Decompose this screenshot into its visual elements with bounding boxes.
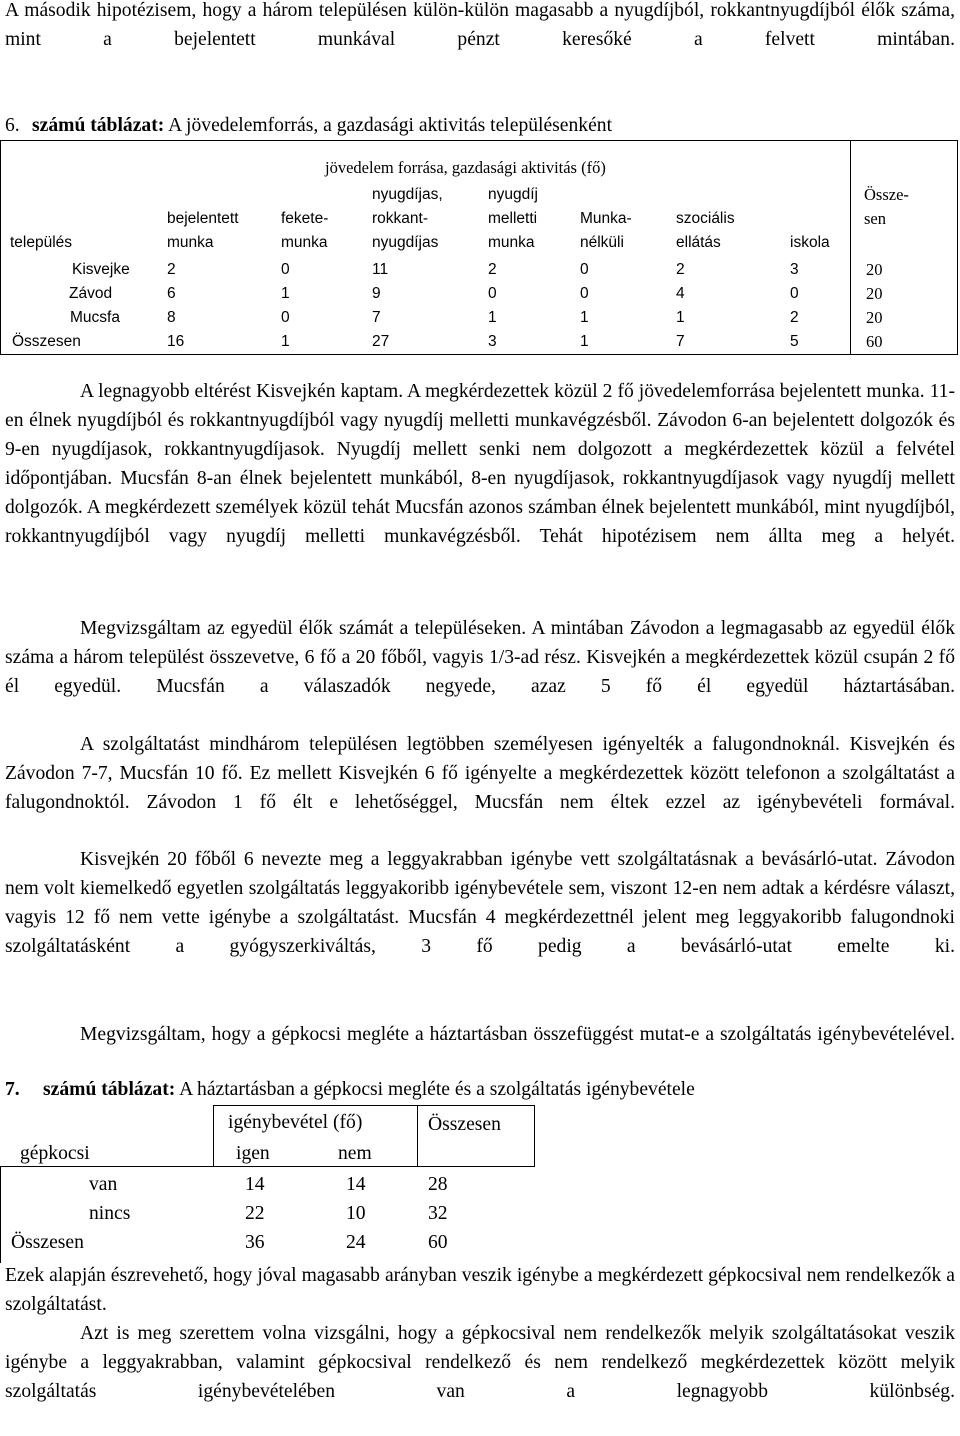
table6-cell: 2 (167, 261, 176, 278)
table7-cell: 24 (346, 1232, 366, 1253)
table6-row-label: Mucsfa (70, 309, 120, 326)
table6-cell: 2 (488, 261, 497, 278)
paragraph-hypothesis: A második hipotézisem, hogy a három településen külön-külön magasabb a nyugdíjból, rokkantnyugdíjból élők száma, mint a bejelentett munkával pénzt keresőké a felvett mintában. (5, 0, 955, 50)
table7-border-top (213, 1105, 535, 1106)
table7-caption-label: számú táblázat: (43, 1079, 176, 1100)
table7-cell-total: 32 (428, 1203, 448, 1224)
table6-cell: 0 (281, 309, 290, 326)
table6-border-right (957, 140, 958, 355)
table6-number: 6. (5, 115, 20, 136)
table7-col-total: Összesen (428, 1114, 501, 1135)
table7 (0, 1105, 540, 1263)
paragraph-car-conclusion: Ezek alapján észrevehető, hogy jóval magasabb arányban veszik igénybe a megkérdezett gépkocsival nem rendelkezők a szolgáltatást. (5, 1265, 955, 1315)
table6-cell: 7 (372, 309, 381, 326)
table6-cell: 1 (580, 309, 589, 326)
table7-border-left (0, 1166, 1, 1263)
table6-cell: 1 (281, 285, 290, 302)
paragraph-living-alone: Megvizsgáltam az egyedül élők számát a településeken. A mintában Závodon a legmagasabb az egyedül élők száma a három települést összevetve, 6 fő a 20 főből, vagyis 1/3-ad rész. Kisvejkén a megkérdezettek közül csupán 2 fő él egyedül. Mucsfán a válaszadók negyede, azaz 5 fő él egyedül háztartásában. (5, 618, 955, 697)
table7-caption (5, 1075, 955, 1104)
paragraph-car-hypothesis: Megvizsgáltam, hogy a gépkocsi megléte a háztartásban összefüggést mutat-e a szolgáltatás igénybevételével. (80, 1024, 955, 1045)
table6-row-label: Összesen (12, 333, 81, 350)
table6-cell: 9 (372, 285, 381, 302)
table6-caption-title: A jövedelemforrás, a gazdasági aktivitás településenként (164, 115, 613, 136)
table6-cell: 0 (281, 261, 290, 278)
table6-col-total-2: sen (864, 209, 886, 228)
table7-border-group-left (213, 1105, 214, 1167)
table6-cell: 5 (790, 333, 799, 350)
table7-col-yes: igen (236, 1143, 270, 1164)
paragraph-service-request: A szolgáltatást mindhárom településen legtöbben személyesen igényelték a falugondnoknál. Kisvejkén és Závodon 7-7, Mucsfán 10 fő. Ez mellett Kisvejkén 6 fő igényelte a megkérdezettek között telefonon a szolgáltatást a falugondnoktól. Závodon 1 fő élt e lehetőséggel, Mucsfán nem éltek ezzel az igénybevételi formával. (5, 734, 955, 813)
table7-cell: 10 (346, 1203, 366, 1224)
table6-group-header: jövedelem forrása, gazdasági aktivitás (fő) (325, 158, 606, 177)
table7-group-header: igénybevétel (fő) (228, 1112, 363, 1133)
table6-col-unemployed-1: Munka- (580, 210, 632, 227)
table6-cell: 1 (281, 333, 290, 350)
table6-cell: 0 (580, 285, 589, 302)
table7-border-total-left (417, 1105, 418, 1167)
table6-cell: 1 (676, 309, 685, 326)
table6 (0, 140, 958, 356)
table6-border-left (0, 140, 1, 355)
table7-border-right (534, 1105, 535, 1167)
table6-cell-total: 20 (866, 284, 883, 303)
table6-total-divider (850, 140, 851, 355)
table6-row-label: Závod (69, 285, 113, 302)
table6-border-bottom (0, 354, 958, 355)
table6-cell: 8 (167, 309, 176, 326)
table6-col-pension-work-1: nyugdíj (488, 186, 538, 203)
table6-cell-total: 60 (866, 332, 883, 351)
table6-cell: 0 (580, 261, 589, 278)
table6-col-black-2: munka (281, 234, 328, 251)
table7-number: 7. (5, 1079, 20, 1100)
table6-cell: 1 (488, 309, 497, 326)
table6-col-registered-1: bejelentett (167, 210, 239, 227)
table6-cell-total: 20 (866, 308, 883, 327)
table7-row-label: van (89, 1174, 118, 1195)
table6-col-pension-1: nyugdíjas, (372, 186, 443, 203)
table6-cell: 16 (167, 333, 185, 350)
table6-col-total-1: Össze- (864, 185, 909, 204)
table6-cell: 3 (790, 261, 799, 278)
table7-row-label: nincs (89, 1203, 131, 1224)
table6-col-social-2: ellátás (676, 234, 721, 251)
paragraph-further-analysis: Azt is meg szerettem volna vizsgálni, hogy a gépkocsival nem rendelkezők melyik szolgáltatásokat veszik igénybe a leggyakrabban, valamint gépkocsival rendelkező és nem rendelkező megkérdezettek között melyik szolgáltatás igénybevételében van a legnagyobb különbség. (5, 1323, 955, 1402)
table6-cell: 2 (676, 261, 685, 278)
table6-col-registered-2: munka (167, 234, 214, 251)
table6-col-black-1: fekete- (281, 210, 329, 227)
paragraph-service-usage: Kisvejkén 20 főből 6 nevezte meg a leggyakrabban igénybe vett szolgáltatásnak a bevásárló-utat. Závodon nem volt kiemelkedő egyetlen szolgáltatás leggyakoribb igénybevétele sem, viszont 12-en nem adtak a kérdésre választ, vagyis 12 fő nem vette igénybe a szolgáltatást. Mucsfán 4 megkérdezettnél jelent meg leggyakoribb falugondnoki szolgáltatásként a gyógyszerkiváltás, 3 fő pedig a bevásárló-utat emelte ki. (5, 849, 955, 957)
table6-border-top (0, 140, 958, 141)
table7-cell: 22 (245, 1203, 265, 1224)
table6-col-pension-work-2: melletti (488, 210, 538, 227)
table6-col-school: iskola (790, 234, 830, 251)
table6-caption-label: számú táblázat: (32, 115, 165, 136)
table6-cell-total: 20 (866, 260, 883, 279)
table6-cell: 27 (372, 333, 390, 350)
table7-cell: 14 (346, 1174, 366, 1195)
table6-cell: 3 (488, 333, 497, 350)
table6-cell: 2 (790, 309, 799, 326)
table6-cell: 4 (676, 285, 685, 302)
table6-cell: 11 (372, 261, 389, 278)
table6-col-pension-2: rokkant- (372, 210, 428, 227)
table6-cell: 7 (676, 333, 685, 350)
table6-col-settlement: település (10, 234, 73, 251)
table7-cell: 36 (245, 1232, 265, 1253)
table7-row-header: gépkocsi (20, 1143, 90, 1164)
table6-cell: 0 (488, 285, 497, 302)
table6-cell: 0 (790, 285, 799, 302)
table7-cell: 14 (245, 1174, 265, 1195)
table6-row-label: Kisvejke (72, 261, 130, 278)
table7-caption-title: A háztartásban a gépkocsi megléte és a szolgáltatás igénybevétele (175, 1079, 695, 1100)
table7-col-no: nem (338, 1143, 372, 1164)
table7-cell-total: 28 (428, 1174, 448, 1195)
table6-cell: 6 (167, 285, 176, 302)
table6-col-social-1: szociális (676, 210, 735, 227)
table6-col-pension-work-3: munka (488, 234, 535, 251)
paragraph-income-analysis: A legnagyobb eltérést Kisvejkén kaptam. A megkérdezettek közül 2 fő jövedelemforrása bejelentett munka. 11-en élnek nyugdíjból és rokkantnyugdíjból vagy nyugdíj melletti munkavégzésből. Závodon 6-an bejelentett dolgozók és 9-en nyugdíjasok, rokkantnyugdíjasok. Nyugdíj mellett senki nem dolgozott a megkérdezettek közül a felvétel időpontjában. Mucsfán 8-an élnek bejelentett munkából, 8-en nyugdíjasok, rokkantnyugdíjasok vagy nyugdíj mellett dolgozók. A megkérdezett személyek közül tehát Mucsfán azonos számban élnek bejelentett munkából, mint nyugdíjból, rokkantnyugdíjból vagy nyugdíj melletti munkavégzésből. Tehát hipotézisem nem állta meg a helyét. (5, 381, 955, 547)
table6-col-unemployed-2: nélküli (580, 234, 624, 251)
table6-cell: 1 (580, 333, 589, 350)
table6-caption (5, 111, 955, 140)
table6-col-pension-3: nyugdíjas (372, 234, 439, 251)
table7-cell-total: 60 (428, 1232, 448, 1253)
table7-row-label: Összesen (11, 1232, 84, 1253)
